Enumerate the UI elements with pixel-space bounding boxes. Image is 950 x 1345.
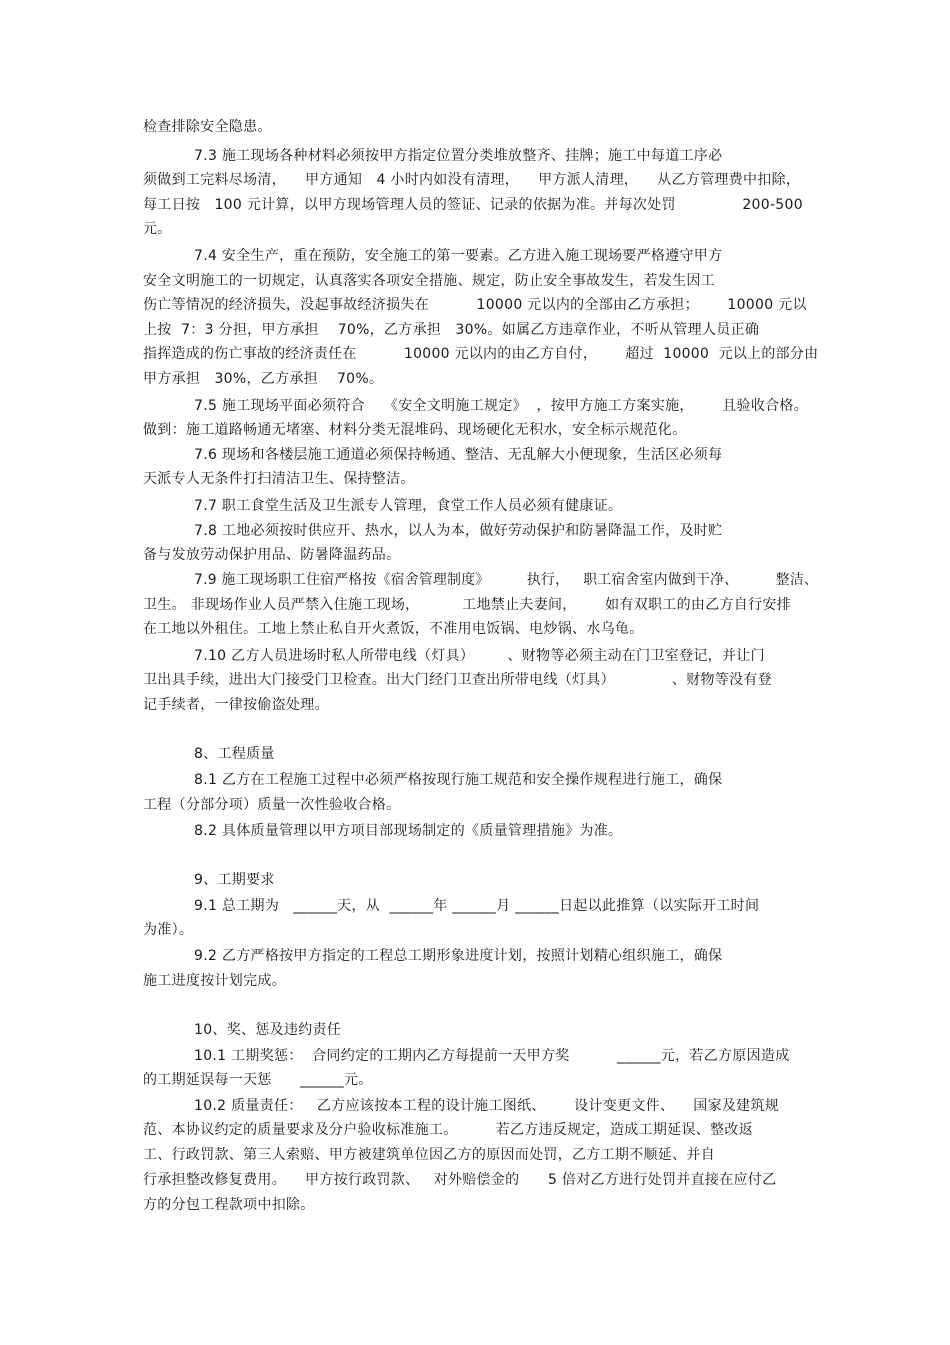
text-line: 行承担整改修复费用。 甲方按行政罚款、 对外赔偿金的 5 倍对乙方进行处罚并直接在应付乙 <box>143 1172 777 1188</box>
section-heading-8: 8、工程质量 <box>194 746 275 762</box>
clause-10-1: 10.1 工期奖惩： 合同约定的工期内乙方每提前一天甲方奖 ______元，若乙方原因造成 <box>194 1048 790 1064</box>
text-line: 每工日按 100 元计算，以甲方现场管理人员的签证、记录的依据为准。并每次处罚 200-500 <box>143 197 803 213</box>
clause-7-6: 7.6 现场和各楼层施工通道必须保持畅通、整洁、无乱解大小便现象，生活区必须每 <box>194 447 723 463</box>
section-heading-10: 10、奖、惩及违约责任 <box>194 1022 342 1038</box>
clause-10-2: 10.2 质量责任： 乙方应该按本工程的设计施工图纸、 设计变更文件、 国家及建筑规 <box>194 1098 780 1114</box>
text-line: 施工进度按计划完成。 <box>143 973 286 989</box>
text-line: 甲方承担 30%，乙方承担 70%。 <box>143 371 384 387</box>
section-heading-9: 9、工期要求 <box>194 872 275 888</box>
clause-9-2: 9.2 乙方严格按甲方指定的工程总工期形象进度计划，按照计划精心组织施工，确保 <box>194 948 723 964</box>
clause-7-5: 7.5 施工现场平面必须符合 《安全文明施工规定》 ，按甲方施工方案实施， 且验收合格。 <box>194 398 809 414</box>
clause-8-2: 8.2 具体质量管理以甲方项目部现场制定的《质量管理措施》为准。 <box>194 823 623 839</box>
text-line: 指挥造成的伤亡事故的经济责任在 10000 元以内的由乙方自付， 超过 10000 元以上的部分由 <box>143 346 819 362</box>
text-line: 安全文明施工的一切规定，认真落实各项安全措施、规定，防止安全事故发生，若发生因工 <box>143 273 715 289</box>
text-line: 记手续者，一律按偷盗处理。 <box>143 697 329 713</box>
clause-7-8: 7.8 工地必须按时供应开、热水，以人为本，做好劳动保护和防暑降温工作，及时贮 <box>194 523 723 539</box>
clause-7-10: 7.10 乙方人员进场时私人所带电线（灯具） 、财物等必须主动在门卫室登记，并让门 <box>194 648 765 664</box>
text-line: 卫出具手续，进出大门接受门卫检查。出大门经门卫查出所带电线（灯具） 、财物等没有登 <box>143 672 772 688</box>
text-line: 须做到工完料尽场清， 甲方通知 4 小时内如没有清理， 甲方派人清理， 从乙方管理费中扣除， <box>143 172 801 188</box>
clause-7-9: 7.9 施工现场职工住宿严格按《宿舍管理制度》 执行， 职工宿舍室内做到干净、 整洁、 <box>194 572 819 588</box>
text-line: 卫生。 非现场作业人员严禁入住施工现场， 工地禁止夫妻间， 如有双职工的由乙方自行安排 <box>143 597 791 613</box>
text-line: 做到：施工道路畅通无堵塞、材料分类无混堆码、现场硬化无积水，安全标示规范化。 <box>143 422 687 438</box>
text-line: 上按 7：3 分担，甲方承担 70%，乙方承担 30%。如属乙方违章作业，不听从管理人员正确 <box>143 322 760 338</box>
text-line: 为准）。 <box>143 922 194 938</box>
clause-8-1: 8.1 乙方在工程施工过程中必须严格按现行施工规范和安全操作规程进行施工，确保 <box>194 772 723 788</box>
text-line: 工、行政罚款、第三人索赔、甲方被建筑单位因乙方的原因而处罚，乙方工期不顺延、并自 <box>143 1147 715 1163</box>
text-line: 伤亡等情况的经济损失，没起事故经济损失在 10000 元以内的全部由乙方承担； 10000 元以 <box>143 297 807 313</box>
text-line: 工程（分部分项）质量一次性验收合格。 <box>143 797 401 813</box>
text-line: 备与发放劳动保护用品、防暑降温药品。 <box>143 547 401 563</box>
text-line: 在工地以外租住。工地上禁止私自开火煮饭，不准用电饭锅、电炒锅、水乌龟。 <box>143 621 644 637</box>
clause-7-7: 7.7 职工食堂生活及卫生派专人管理，食堂工作人员必须有健康证。 <box>194 498 623 514</box>
text-line: 的工期延误每一天惩 ______元。 <box>143 1072 373 1088</box>
clause-7-3: 7.3 施工现场各种材料必须按甲方指定位置分类堆放整齐、挂牌；施工中每道工序必 <box>194 148 723 164</box>
clause-9-1: 9.1 总工期为 ______天，从 ______年 ______月 ______日起以此推算（以实际开工时间 <box>194 898 760 914</box>
clause-7-4: 7.4 安全生产，重在预防，安全施工的第一要素。乙方进入施工现场要严格遵守甲方 <box>194 248 723 264</box>
text-line: 方的分包工程款项中扣除。 <box>143 1197 315 1213</box>
text-line: 范、本协议约定的质量要求及分户验收标准施工。 若乙方违反规定，造成工期延误、整改返 <box>143 1122 753 1138</box>
text-line: 元。 <box>143 221 172 237</box>
text-line: 天派专人无条件打扫清洁卫生、保持整洁。 <box>143 471 415 487</box>
text-line: 检查排除安全隐患。 <box>143 119 272 135</box>
